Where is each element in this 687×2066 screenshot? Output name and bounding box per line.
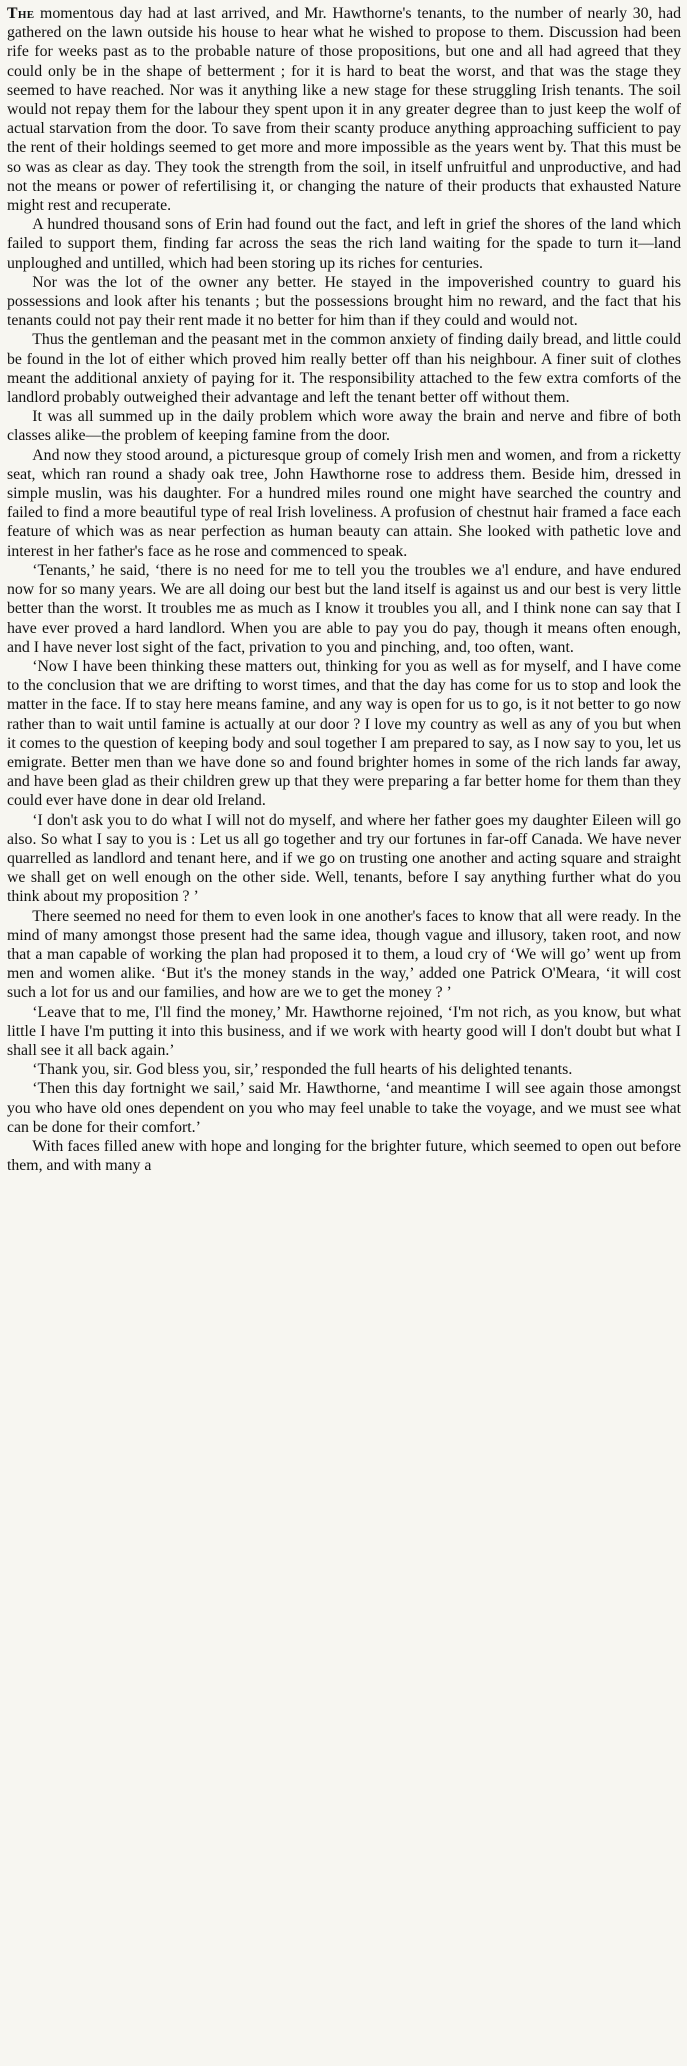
article-paragraph: ‘Tenants,’ he said, ‘there is no need for me to tell you the troubles we a'l endure, and have endured now for so many years. We are all doing our best but the land itself is against us and our best is very little better than the worst. It troubles me as much as I know it troubles you all, and I think none can say that I have ever proved a hard landlord. When you are able to pay you do pay, though it means often enough, and I have never lost sight of the fact, privation to you and pinching, and, too often, want. [7, 561, 681, 656]
paragraph-text: momentous day had at last arrived, and Mr. Hawthorne's tenants, to the number of nearly 30, had gathered on the lawn outside his house to hear what he wished to propose to them. Discussion had been rife for weeks past as to the probable nature of those propositions, but one and all had agreed that they could only be in the shape of betterment ; for it is hard to beat the worst, and that was the stage they seemed to have reached. Nor was it anything like a new stage for these struggling Irish tenants. The soil would not repay them for the labour they spent upon it in any greater degree than to just keep the wolf of actual starvation from the door. To save from their scanty produce anything approaching sufficient to pay the rent of their holdings seemed to get more and more impossible as the years went by. That this must be so was as clear as day. They took the strength from the soil, in itself unfruitful and unproductive, and had not the means or power of refertilising it, or changing the nature of their products that exhausted Nature might rest and recuperate. [7, 5, 681, 215]
article-paragraph: ‘Leave that to me, I'll find the money,’ Mr. Hawthorne rejoined, ‘I'm not rich, as you know, but what little I have I'm putting it into this business, and if we work with hearty good will I don't doubt but what I shall see it all back again.’ [7, 1003, 681, 1059]
article-paragraph: ‘Thank you, sir. God bless you, sir,’ responded the full hearts of his delighted tenants. [32, 1061, 573, 1079]
article-paragraph: Nor was the lot of the owner any better. He stayed in the impoverished country to guard his possessions and look after his tenants ; but the possessions brought him no reward, and the fact that his tenants could not pay their rent made it no better for him than if they could and would not. [7, 273, 681, 330]
lead-word: The [7, 5, 35, 22]
article-paragraph: It was all summed up in the daily problem which wore away the brain and nerve and fibre of both classes alike—the problem of keeping famine from the door. [7, 408, 681, 445]
article-paragraph: With faces filled anew with hope and longing for the brighter future, which seemed to open out before them, and with many a [7, 1137, 681, 1175]
article-paragraph: There seemed no need for them to even look in one another's faces to know that all were ready. In the mind of many amongst those present had the same idea, though vague and illusory, taken root, and now that a man capable of working the plan had proposed it to them, a loud cry of ‘We will go’ went up from men and women alike. ‘But it's the money stands in the way,’ added one Patrick O'Meara, ‘it will cost such a lot for us and our families, and how are we to get the money ? ’ [7, 907, 681, 1002]
article-paragraph: ‘Now I have been thinking these matters out, thinking for you as well as for myself, and I have come to the conclusion that we are drifting to worst times, and that the day has come for us to stop and look the matter in the face. If to stay here means famine, and any way is open for us to go, is it not better to go now rather than to wait until famine is actually at our door ? I love my country as well as any of you but when it comes to the question of keeping body and soul together I am prepared to say, as I now say to you, let us emigrate. Better men than we have done so and found brighter homes in some of the rich lands far away, and have been glad as their children grew up that they were preparing a far better home for them than they could ever have done in dear old Ireland. [7, 657, 681, 810]
article-paragraph: A hundred thousand sons of Erin had found out the fact, and left in grief the shores of the land which failed to support them, finding far across the seas the rich land waiting for the spade to turn it—land unploughed and untilled, which had been storing up its riches for centuries. [7, 216, 681, 272]
article-paragraph: ‘I don't ask you to do what I will not do myself, and where her father goes my daughter Eileen will go also. So what I say to you is : Let us all go together and try our fortunes in far-off Canada. We have never quarrelled as landlord and tenant here, and if we go on trusting one another and acting square and straight we shall get on well enough on the other side. Well, tenants, before I say anything further what do you think about my proposition ? ’ [7, 811, 681, 906]
article-paragraph [7, 4, 681, 215]
article-paragraph: And now they stood around, a picturesque group of comely Irish men and women, and from a ricketty seat, which ran round a shady oak tree, John Hawthorne rose to address them. Beside him, dressed in simple muslin, was his daughter. For a hundred miles round one might have searched the country and failed to find a more beautiful type of real Irish loveliness. A profusion of chestnut hair framed a face each feature of which was as near perfection as human beauty can attain. She looked with pathetic love and interest in her father's face as he rose and commenced to speak. [7, 446, 681, 560]
article-paragraph: Thus the gentleman and the peasant met in the common anxiety of finding daily bread, and little could be found in the lot of either which proved him really better off than his neighbour. A finer suit of clothes meant the additional anxiety of paying for it. The responsibility attached to the few extra comforts of the landlord probably outweighed their advantage and left the tenant better off without them. [7, 331, 681, 407]
article-paragraph: ‘Then this day fortnight we sail,’ said Mr. Hawthorne, ‘and meantime I will see again those amongst you who have old ones dependent on you who may feel unable to take the voyage, and we must see what can be done for their comfort.’ [7, 1080, 681, 1136]
